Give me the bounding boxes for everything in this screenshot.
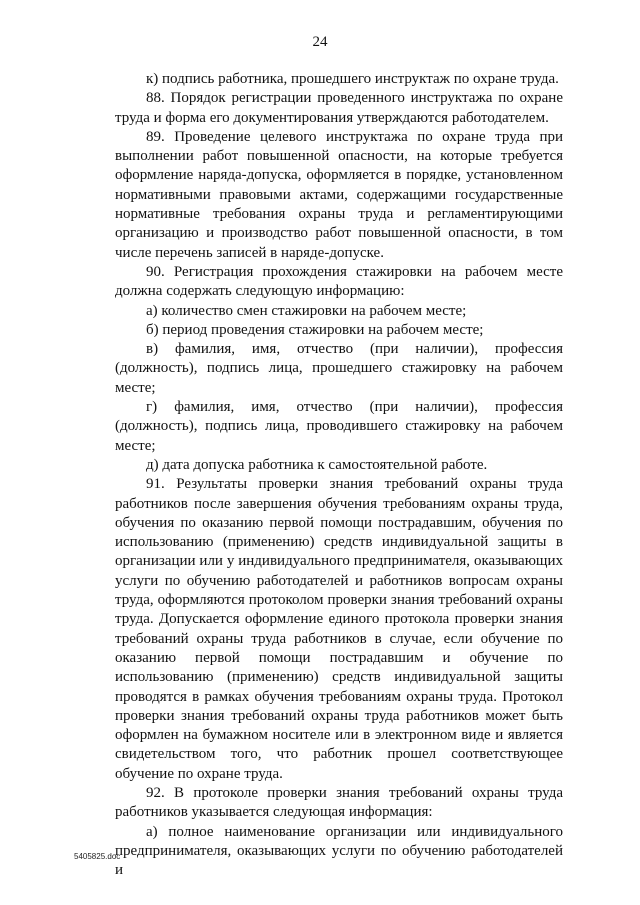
clause-90: 90. Регистрация прохождения стажировки на рабочем месте должна содержать следующую информацию: — [115, 263, 563, 300]
list-item-b: б) период проведения стажировки на рабочем месте; — [146, 321, 484, 338]
clause-92: 92. В протоколе проверки знания требований охраны труда работников указывается следующая информация: — [115, 784, 563, 821]
clause-88: 88. Порядок регистрации проведенного инструктажа по охране труда и форма его документирования утверждаются работодателем. — [115, 90, 563, 126]
list-item-a-2: а) полное наименование организации или индивидуального предпринимателя, оказывающих услуги по обучению работодателей и — [115, 823, 563, 879]
clause-91: 91. Результаты проверки знания требований охраны труда работников после завершения обучения требованиям охраны труда, обучения по оказанию первой помощи пострадавшим, обучения по использованию (применению) средств индивидуальной защиты в организации или у индивидуального предпринимателя, оказывающих услуги по обучению работодателей и работников вопросам охраны труда, оформляются протоколом проверки знания требований охраны труда. Допускается оформление единого протокола проверки знания требований охраны труда работников в случае, если обучение по оказанию первой помощи пострадавшим и обучение по использованию (применению) средств индивидуальной защиты проводятся в рамках обучения требованиям охраны труда. Протокол проверки знания требований охраны труда работников может быть оформлен на бумажном носителе или в электронном виде и является свидетельством того, что работник прошел соответствующее обучение по охране труда. — [115, 476, 563, 782]
list-item-v: в) фамилия, имя, отчество (при наличии), профессия (должность), подпись лица, прошедшего стажировку на рабочем месте; — [115, 341, 563, 396]
list-item-g: г) фамилия, имя, отчество (при наличии), профессия (должность), подпись лица, проводившего стажировку на рабочем месте; — [115, 399, 563, 454]
list-item-k: к) подпись работника, прошедшего инструктаж по охране труда. — [146, 71, 559, 87]
list-item-a: а) количество смен стажировки на рабочем месте; — [146, 302, 467, 319]
clause-89: 89. Проведение целевого инструктажа по охране труда при выполнении работ повышенной опасности, на которые требуется оформление наряда-допуска, оформляется в порядке, установленном нормативными правовыми актами, содержащими государственные нормативные требования охраны труда и регламентирующими организацию и производство работ повышенной опасности, в том числе перечень записей в наряде-допуске. — [115, 128, 563, 261]
list-item-d: д) дата допуска работника к самостоятельной работе. — [146, 456, 488, 473]
document-body — [115, 70, 563, 880]
footer-filename: 5405825.doc — [74, 852, 121, 861]
page-number: 24 — [312, 34, 328, 50]
